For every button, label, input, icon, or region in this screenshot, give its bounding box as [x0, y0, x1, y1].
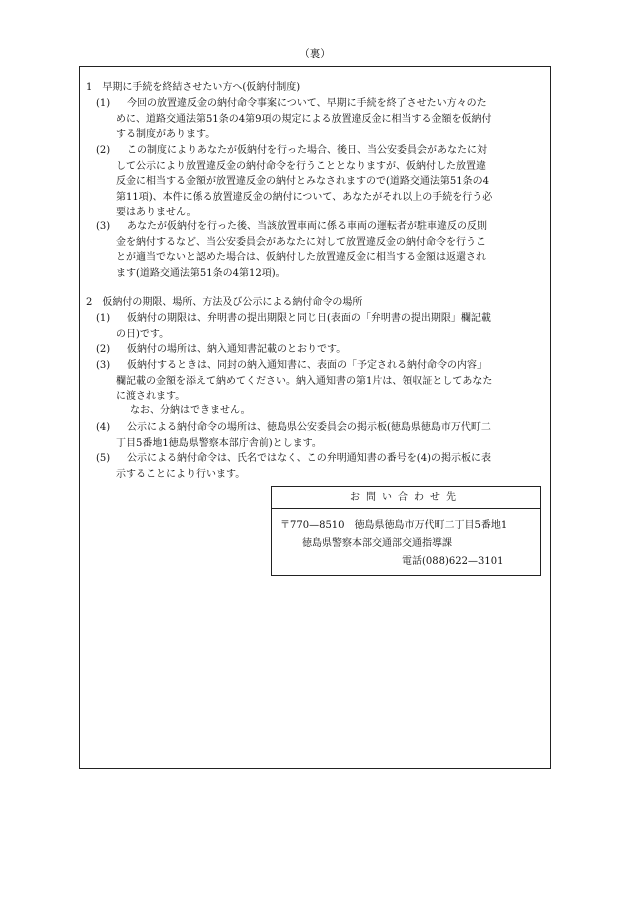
- item-line: 仮納付の期限は、弁明書の提出期限と同じ日(表面の「弁明書の提出期限」欄記載: [127, 313, 491, 324]
- item-line: 示することにより行います。: [116, 468, 246, 480]
- item-line: 公示による納付命令の場所は、徳島県公安委員会の掲示板(徳島県徳島市万代町二: [127, 422, 491, 433]
- section-2-item-4: [96, 420, 546, 451]
- item-line: 第11項)、本件に係る放置違反金の納付について、あなたがそれ以上の手続を行う必: [116, 191, 493, 203]
- contact-title: お問い合わせ先: [272, 487, 540, 509]
- item-line: 欄記載の金額を添えて納めてください。納入通知書の第1片は、領収証としてあなた: [116, 375, 493, 387]
- section-2-item-2: [96, 342, 546, 358]
- item-line: 公示による納付命令は、氏名ではなく、この弁明通知書の番号を(4)の掲示板に表: [127, 453, 491, 464]
- item-number: (1): [96, 313, 111, 324]
- contact-box: [271, 486, 541, 576]
- section-2-item-3: [96, 358, 546, 405]
- section-2-item-1: [96, 311, 546, 342]
- item-line: 要はありません。: [116, 207, 197, 219]
- item-number: (2): [96, 145, 111, 156]
- item-line: に渡されます。: [116, 391, 186, 403]
- section-1-title: 1 早期に手続を終結させたい方へ(仮納付制度): [86, 82, 301, 93]
- item-line: 仮納付するときは、同封の納入通知書に、表面の「予定される納付命令の内容」: [127, 360, 487, 371]
- item-line: 反金に相当する金額が放置違反金の納付とみなされますので(道路交通法第51条の4: [116, 176, 489, 188]
- item-number: (3): [96, 360, 111, 371]
- item-line: 今回の放置違反金の納付命令事案について、早期に手続を終了させたい方々のた: [127, 98, 487, 109]
- section-2-item-5: [96, 451, 546, 482]
- contact-address: 〒770—8510 徳島県徳島市万代町二丁目5番地1: [280, 520, 508, 531]
- item-line: めに、道路交通法第51条の4第9項の規定による放置違反金に相当する金額を仮納付: [116, 113, 492, 125]
- item-line: 金を納付するなど、当公安委員会があなたに対して放置違反金の納付命令を行うこ: [116, 236, 486, 248]
- contact-phone: 電話(088)622—3101: [402, 556, 504, 567]
- item-line: この制度によりあなたが仮納付を行った場合、後日、当公安委員会があなたに対: [127, 145, 487, 156]
- item-line: 丁目5番地1徳島県警察本部庁舎前)とします。: [116, 437, 322, 449]
- item-line: あなたが仮納付を行った後、当該放置車両に係る車両の運転者が駐車違反の反則: [127, 221, 487, 232]
- item-number: (2): [96, 344, 111, 355]
- item-number: (3): [96, 221, 111, 232]
- installment-note: なお、分納はできません。: [130, 405, 251, 416]
- item-line: して公示により放置違反金の納付命令を行うこととなりますが、仮納付した放置違: [116, 160, 486, 172]
- item-number: (5): [96, 453, 111, 464]
- item-number: (4): [96, 422, 111, 433]
- contact-department: 徳島県警察本部交通部交通指導課: [302, 538, 452, 549]
- section-1-item-2: [96, 143, 546, 221]
- item-line: とが適当でないと認めた場合は、仮納付した放置違反金に相当する金額は返還され: [116, 252, 486, 264]
- item-line: ます(道路交通法第51条の4第12項)。: [116, 267, 286, 279]
- section-2-title: 2 仮納付の期限、場所、方法及び公示による納付命令の場所: [86, 297, 363, 308]
- item-number: (1): [96, 98, 111, 109]
- section-1-item-1: [96, 96, 546, 143]
- page-header: （裏）: [299, 48, 331, 60]
- item-line: 仮納付の場所は、納入通知書記載のとおりです。: [127, 344, 347, 355]
- item-line: する制度があります。: [116, 129, 216, 141]
- item-line: の日)です。: [116, 328, 170, 340]
- section-1-item-3: [96, 219, 546, 281]
